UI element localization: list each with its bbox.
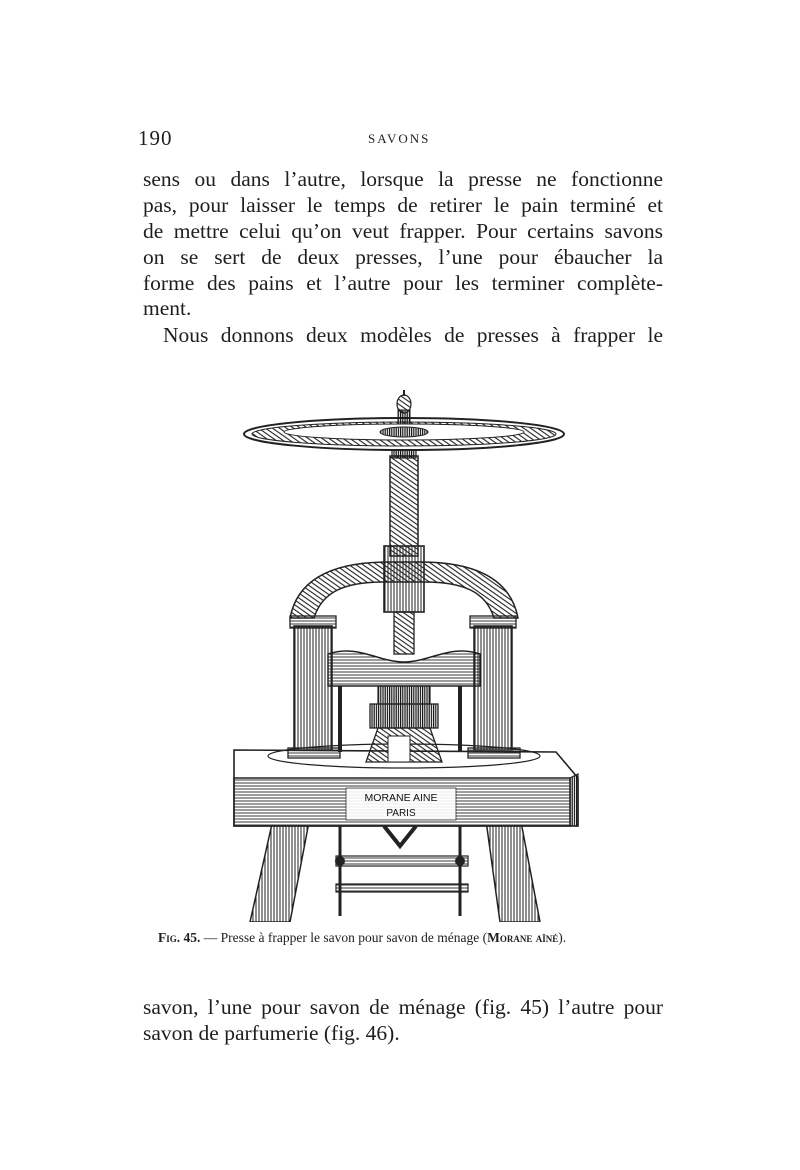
caption-text: — Presse à frapper le savon pour savon de ménage ( [200, 930, 488, 945]
body-line: pas, pour laisser le temps de retirer le pain terminé et [143, 193, 663, 217]
body-line: on se sert de deux presses, l’une pour ébaucher la [143, 245, 663, 269]
soap-press-illustration [228, 386, 580, 922]
page-number: 190 [138, 126, 173, 150]
plate-city: PARIS [386, 808, 416, 819]
caption-label: Fig. 45. [158, 930, 201, 945]
caption-maker: Morane aîné [487, 930, 559, 945]
running-title: SAVONS [368, 131, 431, 146]
plate-maker-name: MORANE AINE [364, 792, 438, 804]
body-line: savon, l’une pour savon de ménage (fig. 45) l’autre pour [143, 995, 663, 1019]
caption-end: ). [558, 930, 567, 945]
body-line: sens ou dans l’autre, lorsque la presse ne fonctionne [143, 167, 663, 191]
body-line: de mettre celui qu’on veut frapper. Pour certains savons [143, 219, 663, 243]
figure-caption [158, 930, 566, 946]
body-line: forme des pains et l’autre pour les terminer complète- [143, 271, 663, 295]
body-line: Nous donnons deux modèles de presses à frapper le [163, 323, 663, 347]
body-line: ment. [143, 296, 192, 320]
body-line: savon de parfumerie (fig. 46). [143, 1021, 400, 1045]
